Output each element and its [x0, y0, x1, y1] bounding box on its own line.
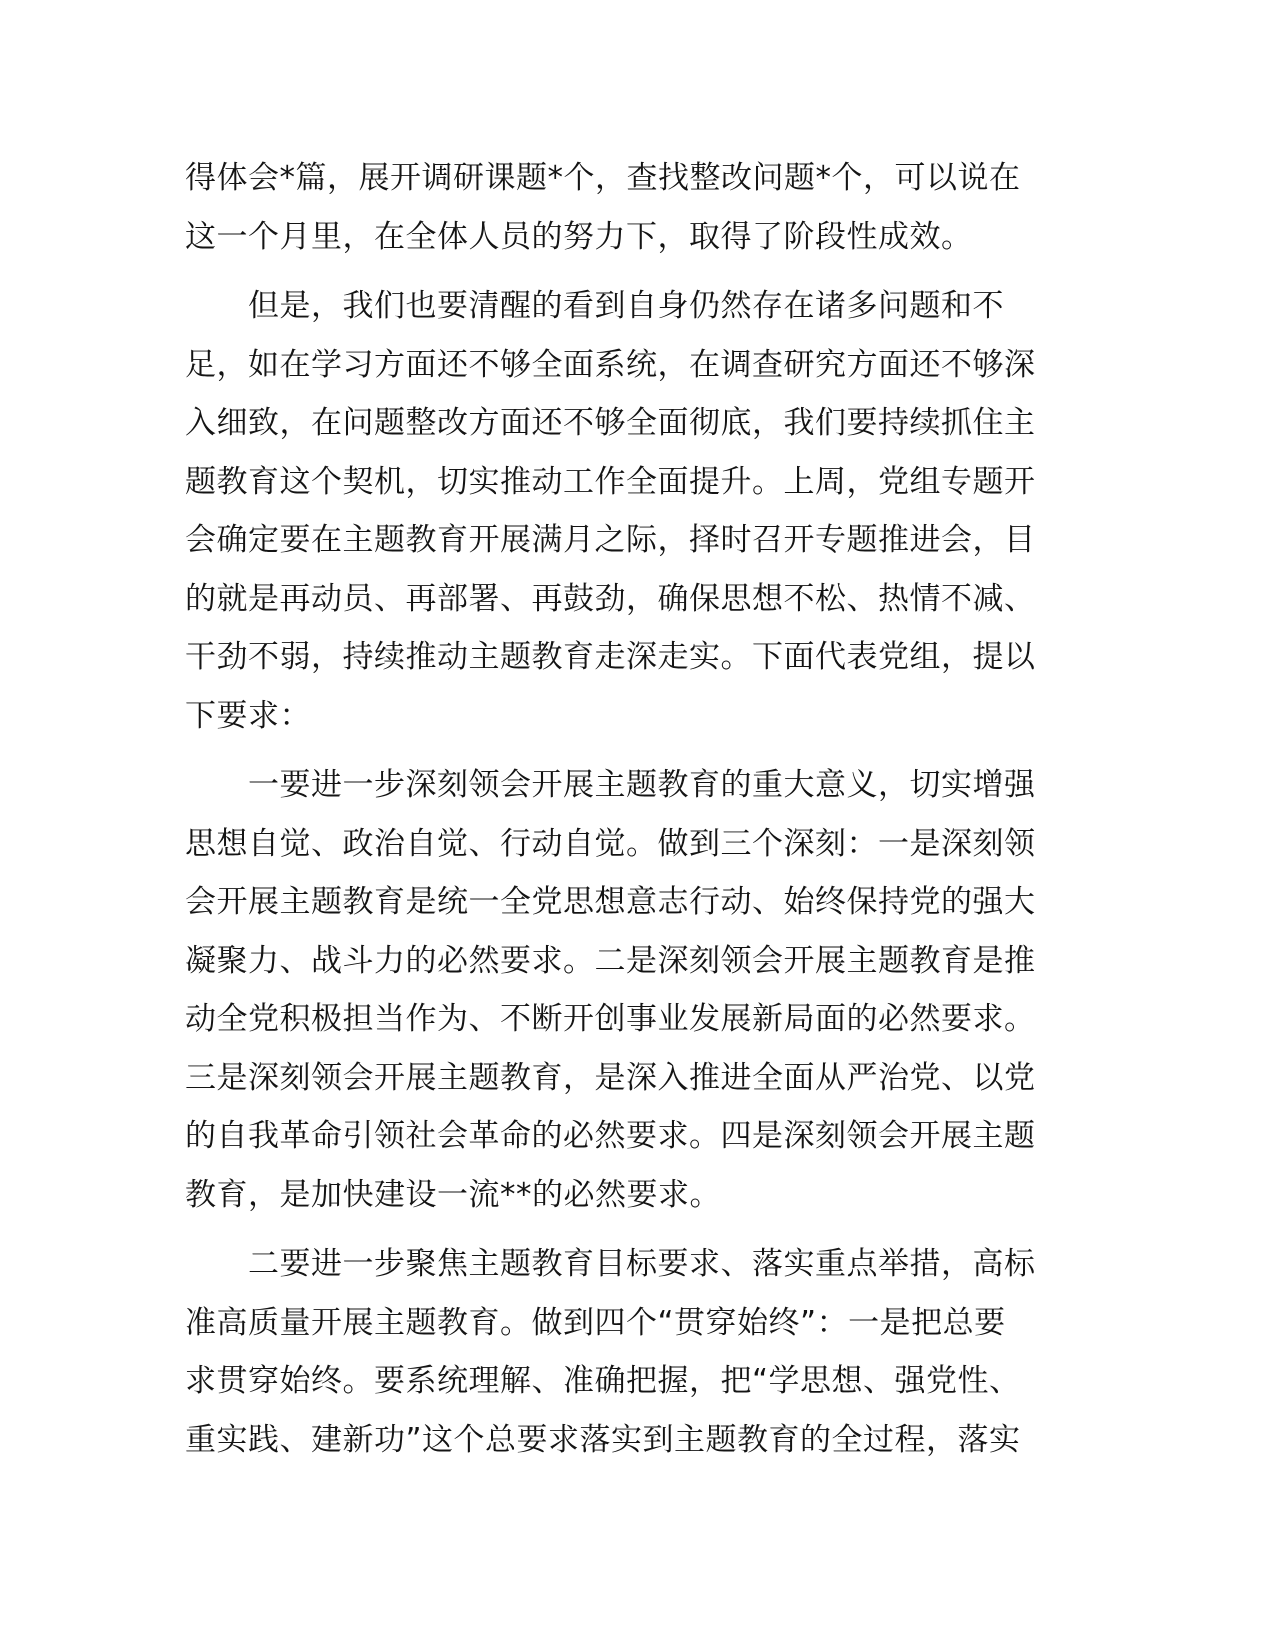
- text-line: 凝聚力、战斗力的必然要求。二是深刻领会开展主题教育是推: [185, 942, 1036, 979]
- text-line: 的就是再动员、再部署、再鼓劲，确保思想不松、热情不减、: [185, 580, 1036, 617]
- text-line: 但是，我们也要清醒的看到自身仍然存在诸多问题和不: [185, 288, 1004, 324]
- text-line: 入细致，在问题整改方面还不够全面彻底，我们要持续抓住主: [185, 405, 1036, 441]
- text-line: 求贯穿始终。要系统理解、准确把握，把“学思想、强党性、: [185, 1363, 1021, 1399]
- text-line: 会开展主题教育是统一全党思想意志行动、始终保持党的强大: [185, 884, 1036, 920]
- text-line: 思想自觉、政治自觉、行动自觉。做到三个深刻：一是深刻领: [185, 825, 1036, 862]
- text-line: 下要求：: [185, 697, 311, 734]
- text-line: 这一个月里，在全体人员的努力下，取得了阶段性成效。: [185, 218, 973, 255]
- paragraph: [185, 756, 1085, 1224]
- text-line: 动全党积极担当作为、不断开创事业发展新局面的必然要求。: [185, 1001, 1036, 1037]
- text-line: 题教育这个契机，切实推动工作全面提升。上周，党组专题开: [185, 463, 1036, 500]
- text-line: 会确定要在主题教育开展满月之际，择时召开专题推进会，目: [185, 522, 1036, 558]
- paragraph: [185, 149, 1085, 266]
- text-line: 准高质量开展主题教育。做到四个“贯穿始终”：一是把总要: [185, 1304, 1006, 1341]
- text-line: 足，如在学习方面还不够全面系统，在调查研究方面还不够深: [185, 346, 1036, 383]
- text-line: 的自我革命引领社会革命的必然要求。四是深刻领会开展主题: [185, 1118, 1036, 1154]
- text-line: 得体会*篇，展开调研课题*个，查找整改问题*个，可以说在: [185, 160, 1021, 196]
- text-line: 干劲不弱，持续推动主题教育走深走实。下面代表党组，提以: [185, 639, 1036, 675]
- paragraph: [185, 1235, 1085, 1469]
- text-line: 重实践、建新功”这个总要求落实到主题教育的全过程，落实: [185, 1421, 1021, 1458]
- text-line: 二要进一步聚焦主题教育目标要求、落实重点举措，高标: [185, 1246, 1036, 1282]
- paragraph: [185, 277, 1085, 745]
- text-line: 教育，是加快建设一流**的必然要求。: [185, 1176, 721, 1213]
- document-body: [185, 149, 1085, 1469]
- text-line: 一要进一步深刻领会开展主题教育的重大意义，切实增强: [185, 767, 1036, 803]
- text-line: 三是深刻领会开展主题教育，是深入推进全面从严治党、以党: [185, 1059, 1036, 1096]
